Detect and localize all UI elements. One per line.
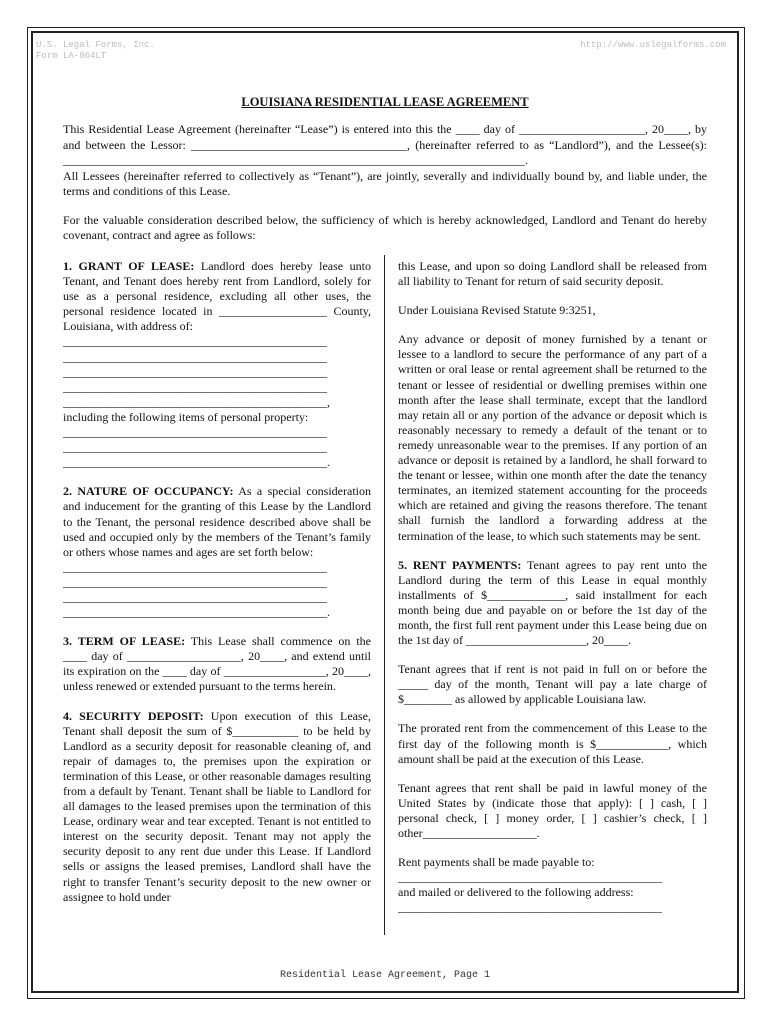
section-grant-of-lease [63,259,371,470]
payable-to-label: Rent payments shall be made payable to: [398,855,595,870]
payee-line: ____________________________________________ [398,870,662,885]
section-1-heading: 1. GRANT OF LEASE: [63,259,195,273]
property-line-3: ____________________________________________. [63,455,330,470]
mailing-address-line: ____________________________________________ [398,900,662,915]
occupant-line-1: ____________________________________________ [63,559,327,574]
form-id: Form LA-864LT [36,51,107,61]
mailing-address-label: and mailed or delivered to the following address: [398,885,634,900]
section-5-text: Tenant agrees to pay rent unto the Landlord during the term of this Lease in equal monthly installments of $_____________, said installment for each month being due and payable on or before the 1st day of the month, the first full rent payment under this Lease being due on the 1st day of ____________________, 20____. [398,557,707,648]
address-line-1: ____________________________________________ [63,334,327,349]
section-2-heading: 2. NATURE OF OCCUPANCY: [63,484,234,499]
header-url[interactable]: http://www.uslegalforms.com [580,40,726,50]
occupant-line-4: ____________________________________________. [63,605,330,620]
section-2-text: As a special consideration and inducement for the granting of this Lease by the Landlord to the Tenant, the personal residence described above shall be used and occupied only by the members of the Tenant’s family or others whose names and ages are set forth below: [63,484,371,559]
right-column [398,259,707,929]
statute-text: Any advance or deposit of money furnished by a tenant or lessee to a landlord to secure the performance of any part of a written or oral lease or rental agreement shall be returned to the tenant or lessee of residential or dwelling premises within one month after the lease shall terminate, except that the landlord may retain all or any portion of the advance or deposit which is reasonably necessary to remedy a default of the tenant or to remedy unreasonable wear to the premises. If any portion of an advance or deposit is retained by a landlord, he shall forward to the tenant or lessee, within one month after the date the tenancy terminates, an itemized statement accounting for the proceeds which are retained and giving the reasons therefore. The tenant shall furnish the landlord a forwarding address at the termination of the lease, to which such statements may be sent. [398,332,707,543]
intro-parties: This Residential Lease Agreement (hereinafter “Lease”) is entered into this the ____ day of _____________________, 20____, by and between the Lessor: ____________________________________, (hereinafter referred to as “Landlord”), and the Lessee(s): _____________________________________________________________________________. [63,122,707,167]
page-footer: Residential Lease Agreement, Page 1 [279,970,491,981]
section-security-deposit [63,709,371,905]
property-line-2: ____________________________________________ [63,440,327,455]
address-line-5: ____________________________________________, [63,394,330,409]
intro-consideration: For the valuable consideration described below, the sufficiency of which is hereby acknowledged, Landlord and Tenant do hereby covenant, contract and agree as follows: [63,212,707,242]
section-4-text: Upon execution of this Lease, Tenant shall deposit the sum of $___________ to be held by Landlord as a security deposit for reasonable cleaning of, and repair of damages to, the premises upon the expiration or termination of this Lease, or other reasonable damages resulting from a default by Tenant. Tenant shall be liable to Landlord for all damages to the leased premises upon the termination of this Lease, ordinary wear and tear excepted. Tenant is not entitled to interest on the security deposit. Tenant may not apply the security deposit to any rent due under this Lease. If Landlord sells or assigns the leased premises, Landlord shall have the right to transfer Tenant’s security deposit to the new owner or assignee to hold under [63,708,372,904]
payment-method-text: Tenant agrees that rent shall be paid in lawful money of the United States by (indicate those that apply): [ ] cash, [ ] personal check, [ ] money order, [ ] cashier’s check, [ ] other___________________. [398,780,707,840]
header-left [36,40,155,62]
document-title: LOUISIANA RESIDENTIAL LEASE AGREEMENT [241,95,529,109]
section-3-text: This Lease shall commence on the ____ day of ___________________, 20____, and extend until its expiration on the ____ day of _________________, 20____, unless renewed or extended pursuant to the terms herein. [63,634,371,694]
left-column [63,259,371,919]
late-charge-text: Tenant agrees that if rent is not paid in full on or before the _____ day of the month, Tenant will pay a late charge of $________ as allowed by applicable Louisiana law. [398,662,707,707]
occupant-line-2: ____________________________________________ [63,574,327,589]
column-divider [384,255,385,935]
property-line-1: ____________________________________________ [63,425,327,440]
section-3-heading: 3. TERM OF LEASE: [63,634,186,649]
address-line-4: ____________________________________________ [63,379,327,394]
occupant-line-3: ____________________________________________ [63,589,327,604]
address-line-3: ____________________________________________ [63,364,327,379]
personal-property-label: including the following items of personal property: [63,409,309,424]
section-1-text: Landlord does hereby lease unto Tenant, and Tenant does hereby rent from Landlord, solely for use as a personal residence, excluding all other uses, the personal residence located in __________________ County, Louisiana, with address of: [63,259,371,334]
section-nature-of-occupancy [63,484,371,620]
intro-lessees: All Lessees (hereinafter referred to collectively as “Tenant”), are jointly, severally and individually bound by, and liable under, the terms and conditions of this Lease. [63,168,707,198]
deposit-release-text: this Lease, and upon so doing Landlord shall be released from all liability to Tenant for return of said security deposit. [398,259,707,289]
intro-section [63,122,707,244]
address-line-2: ____________________________________________ [63,349,327,364]
company-name: U.S. Legal Forms, Inc. [36,40,155,50]
prorated-rent-text: The prorated rent from the commencement of this Lease to the first day of the following month is $____________, which amount shall be paid at the execution of this Lease. [398,721,707,766]
section-rent-payments [398,558,707,649]
section-4-heading: 4. SECURITY DEPOSIT: [63,708,204,723]
section-5-heading: 5. RENT PAYMENTS: [398,557,522,572]
statute-reference: Under Louisiana Revised Statute 9:3251, [398,303,596,318]
payable-to [398,855,707,915]
section-term-of-lease [63,634,371,694]
